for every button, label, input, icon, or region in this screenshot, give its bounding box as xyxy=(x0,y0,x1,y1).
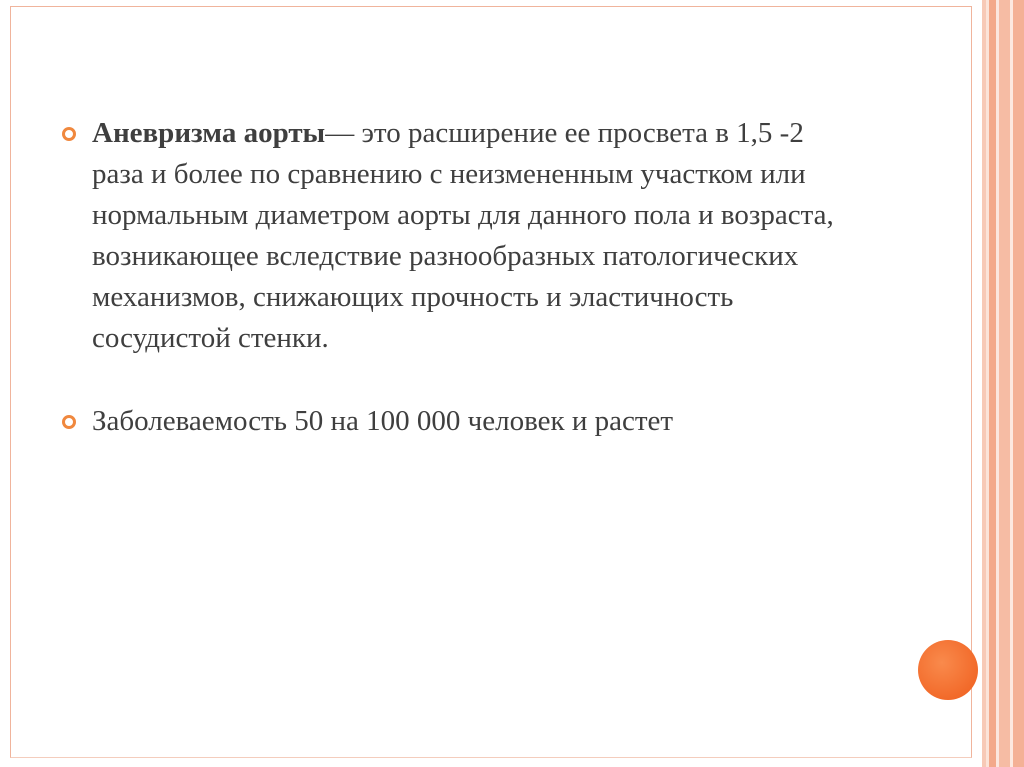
ring-bullet-icon xyxy=(62,127,76,141)
bullet-text: — это расширение ее просвета в 1,5 -2 раза и более по сравнению с неизмененным участком или нормальным диаметром аорты для данного пола и возраста, возникающее вследствие разнообразных патологических механизмов, снижающих прочность и эластичность сосудистой стенки. xyxy=(92,117,834,354)
decorative-stripe xyxy=(999,0,1010,767)
bullet-item-incidence xyxy=(62,401,862,442)
bullet-item-definition xyxy=(62,113,862,359)
decorative-stripe xyxy=(989,0,996,767)
bullet-text: Заболеваемость 50 на 100 000 человек и растет xyxy=(92,405,674,437)
ring-bullet-icon xyxy=(62,415,76,429)
bullet-term: Аневризма аорты xyxy=(92,117,326,149)
bullet-list xyxy=(62,113,862,442)
decorative-stripe xyxy=(1013,0,1024,767)
orange-circle-ornament xyxy=(918,640,978,700)
